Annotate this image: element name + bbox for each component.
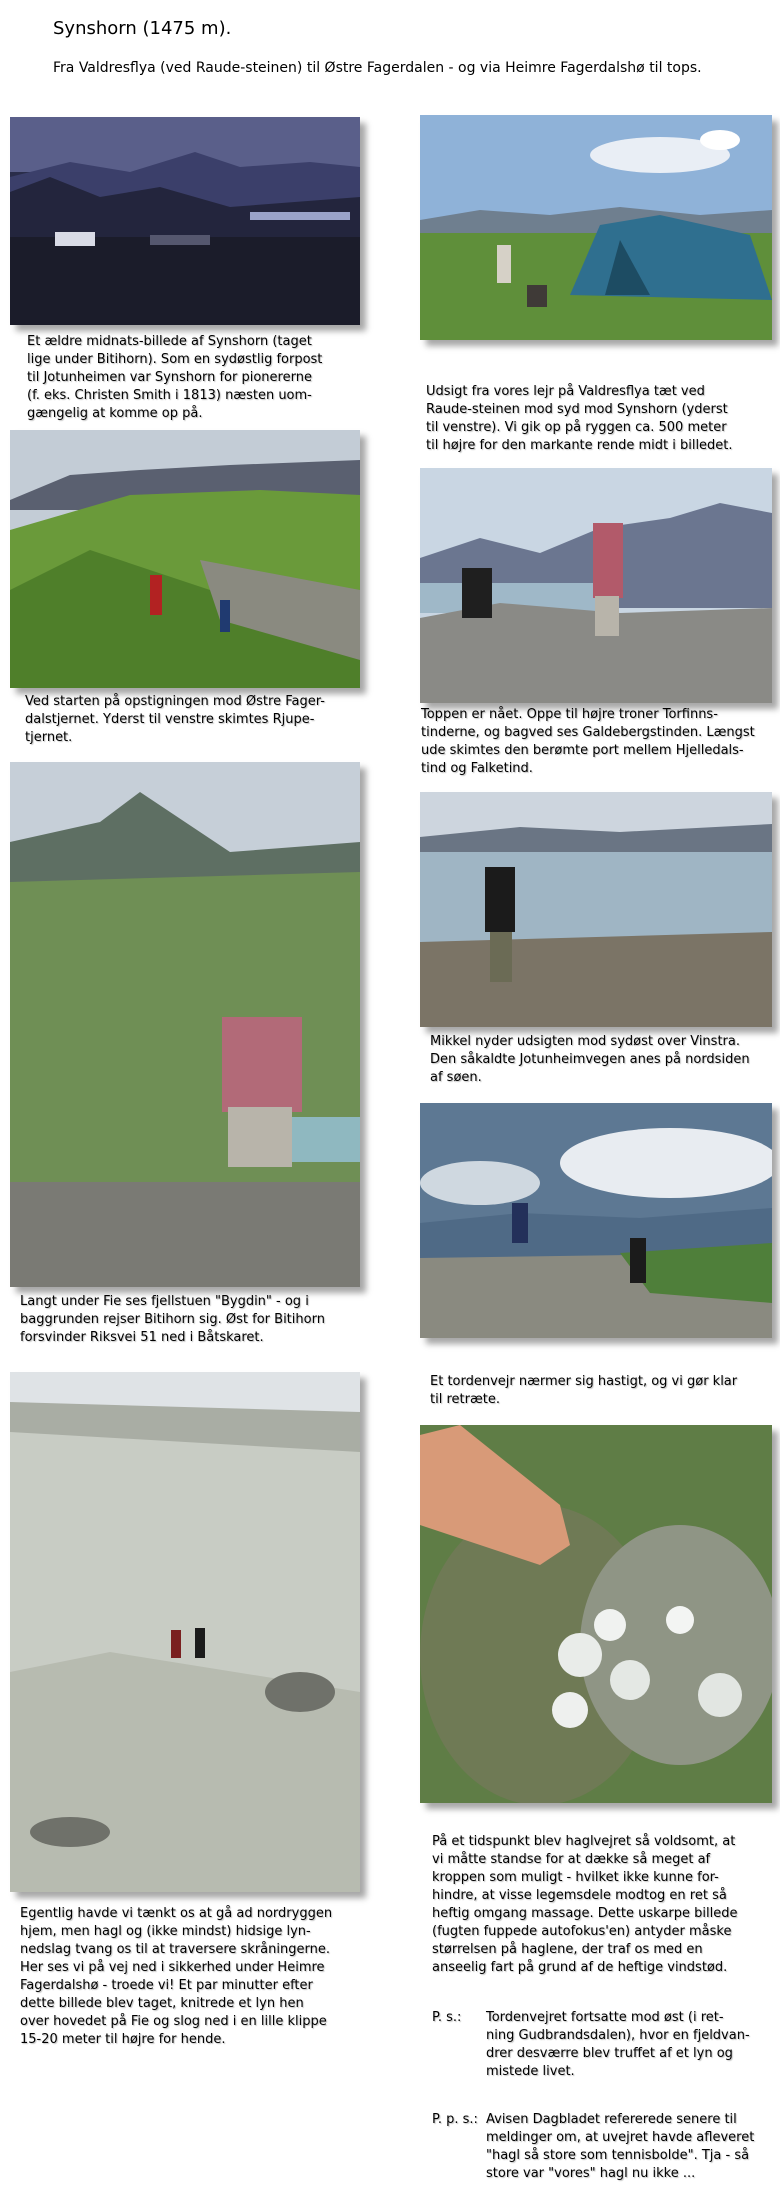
photo-view-vinstra bbox=[420, 792, 772, 1027]
photo-descent-hail bbox=[10, 1372, 360, 1892]
caption-p9-text: På et tidspunkt blev haglvejret så voldsomt, at vi måtte standse for at dække så meget af kroppen som muligt - hvilket ikke kunne for- hindre, at visse legemsdele modtog en ret så heftig omgang massage. Dette uskarpe billede (fugten fuppede autofokus'en) antyder måske størrelsen på haglene, der traf os med en anseelig fart på grund af de heftige vindstød. bbox=[432, 1834, 738, 1975]
photo-summit-reached bbox=[420, 468, 772, 703]
page-subtitle: Fra Valdresflya (ved Raude-steinen) til Østre Fagerdalen - og via Heimre Fagerdalshø til tops. bbox=[53, 60, 702, 76]
caption-p8: Egentlig havde vi tænkt os at gå ad nordryggen hjem, men hagl og (ikke mindst) hidsige lyn- nedslag tvang os til at traversere skråningerne. Her ses vi på vej ned i sikkerhed under Heimre Fagerdalshø - troede vi! Et par minutter efter dette billede blev taget, knitrede et lyn hen over hovedet på Fie og slog ned i en lille klippe 15-20 meter til højre for hende. bbox=[20, 1906, 333, 2047]
page-title: Synshorn (1475 m). bbox=[53, 18, 232, 39]
caption-p3: Ved starten på opstigningen mod Østre Fager- dalstjernet. Yderst til venstre skimtes Rjupe- tjernet. bbox=[25, 694, 325, 745]
photo-camp-valdresflya bbox=[420, 115, 772, 340]
photo-midnight-synshorn bbox=[10, 117, 360, 325]
ps-note bbox=[432, 2009, 772, 2081]
caption-p2: Udsigt fra vores lejr på Valdresflya tæt ved Raude-steinen mod syd mod Synshorn (yderst til venstre). Vi gik op på ryggen ca. 500 meter til højre for den markante rende midt i billedet. bbox=[426, 384, 733, 453]
caption-p4: Toppen er nået. Oppe til højre troner Torfinns- tinderne, og bagved ses Galdebergstinden. Længst ude skimtes den berømte port mellem Hjelledals- tind og Falketind. bbox=[421, 707, 755, 776]
caption-p7: Et tordenvejr nærmer sig hastigt, og vi gør klar til retræte. bbox=[430, 1374, 738, 1407]
photo-hailstones bbox=[420, 1425, 772, 1803]
pps-label: P. p. s.: bbox=[432, 2112, 478, 2127]
caption-p1: Et ældre midnats-billede af Synshorn (taget lige under Bitihorn). Som en sydøstlig forpost til Jotunheimen var Synshorn for pionererne (f. eks. Christen Smith i 1813) næsten uom- gængelig at komme op på. bbox=[27, 334, 323, 421]
photo-view-bygdin bbox=[10, 762, 360, 1287]
pps-text: Avisen Dagbladet refererede senere til meldinger om, at uvejret havde afleveret "hagl så store som tennisbolde". Tja - så store var "vores" hagl nu ikke ... bbox=[486, 2112, 755, 2181]
photo-thunderstorm bbox=[420, 1103, 772, 1338]
caption-p6: Mikkel nyder udsigten mod sydøst over Vinstra. Den såkaldte Jotunheimvegen anes på nordsiden af søen. bbox=[430, 1034, 750, 1085]
pps-note bbox=[432, 2111, 772, 2183]
photo-start-ascent bbox=[10, 430, 360, 688]
caption-p5: Langt under Fie ses fjellstuen "Bygdin" - og i baggrunden rejser Bitihorn sig. Øst for Bitihorn forsvinder Riksvei 51 ned i Båtskaret. bbox=[20, 1294, 325, 1345]
caption-p9 bbox=[432, 1815, 772, 2201]
ps-label: P. s.: bbox=[432, 2010, 462, 2025]
ps-text: Tordenvejret fortsatte mod øst (i ret- ning Gudbrandsdalen), hvor en fjeldvan- drer desværre blev truffet af et lyn og mistede livet. bbox=[486, 2010, 750, 2079]
